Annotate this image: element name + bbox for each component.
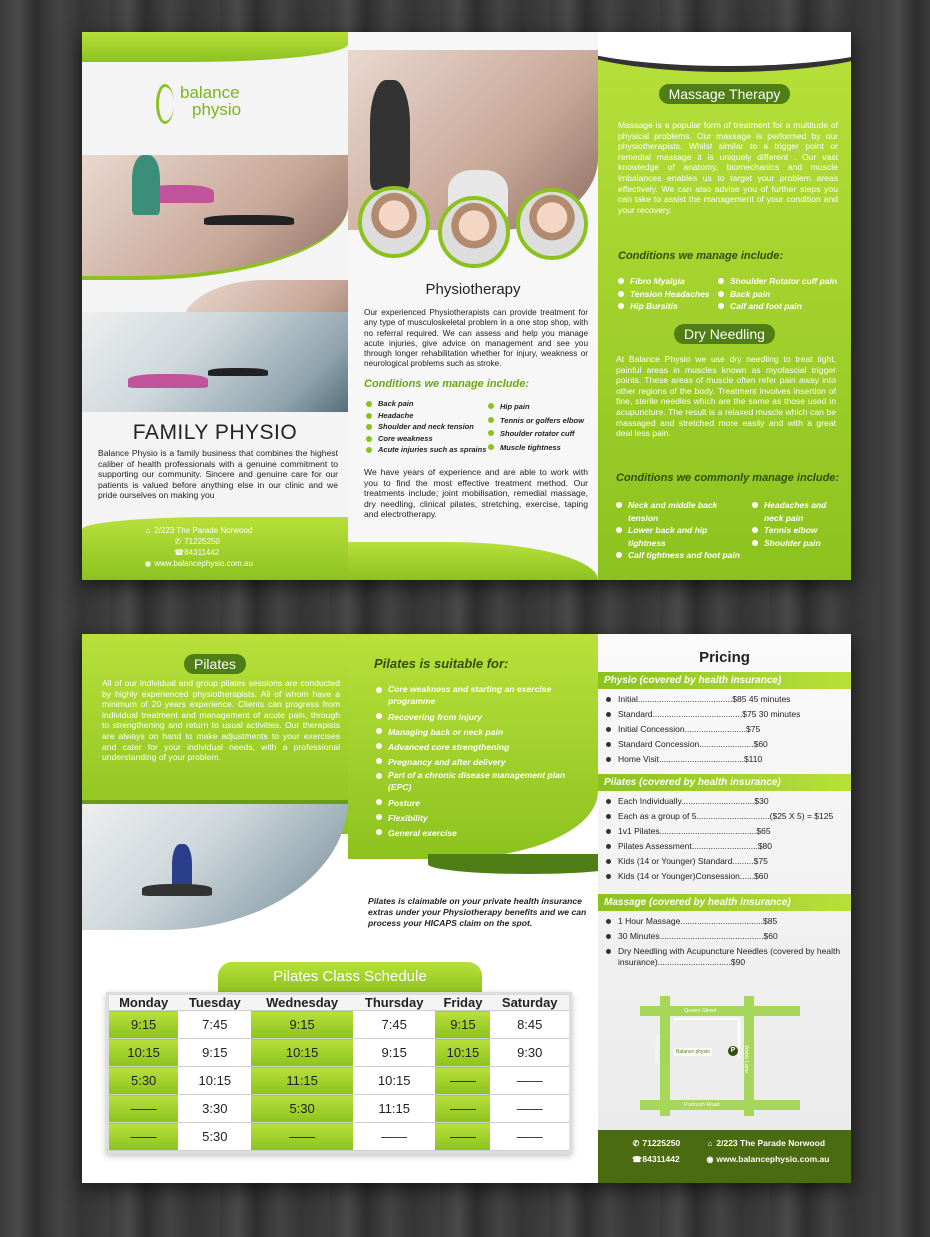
schedule-cell: 9:15 bbox=[109, 1011, 178, 1039]
logo-line1: balance bbox=[180, 83, 240, 102]
day-header: Wednesday bbox=[251, 995, 353, 1011]
list-item: Lower back and hip tightness bbox=[616, 524, 746, 549]
phone-icon: ✆ bbox=[632, 1139, 640, 1148]
day-header: Friday bbox=[435, 995, 490, 1011]
schedule-cell: 10:15 bbox=[109, 1039, 178, 1067]
schedule-cell: 3:30 bbox=[178, 1095, 251, 1123]
physio-cond-right bbox=[488, 400, 598, 454]
cover-address[interactable]: 2/223 The Parade Norwood bbox=[154, 526, 253, 535]
price-item: Kids (14 or Younger)Consession......$60 bbox=[606, 869, 851, 884]
massage-cond-left bbox=[618, 275, 723, 313]
day-header: Thursday bbox=[353, 995, 436, 1011]
cover-footer bbox=[82, 517, 348, 580]
schedule-cell: 9:15 bbox=[353, 1039, 436, 1067]
therapist-photo-3 bbox=[516, 188, 588, 260]
list-item: Back pain bbox=[718, 288, 848, 301]
fax-icon: ☎ bbox=[174, 548, 184, 557]
schedule-table bbox=[109, 995, 569, 1151]
schedule-cell: —— bbox=[109, 1123, 178, 1151]
footer-web[interactable]: www.balancephysio.com.au bbox=[716, 1154, 830, 1164]
therapist-photo-1 bbox=[358, 186, 430, 258]
physio-cond-title: Conditions we manage include: bbox=[364, 378, 530, 390]
cover-phone[interactable]: 71225250 bbox=[184, 537, 220, 546]
list-item: Posture bbox=[376, 796, 576, 811]
street-left: The Parade bbox=[653, 1034, 660, 1064]
list-item: Flexibility bbox=[376, 811, 576, 826]
schedule-header-row bbox=[109, 995, 569, 1011]
physio-text: Our experienced Physiotherapists can provide treatment for any type of musculoskeletal problem in a one stop shop, with no referral required. We can assess and help you manage acute injuries, give advice on management and see you through longer rehabilitation whether for injury, weakness or neurological problems such as stroke. bbox=[364, 308, 588, 369]
fax-icon: ☎ bbox=[632, 1155, 642, 1164]
list-item: Calf and foot pain bbox=[718, 300, 848, 313]
massage-panel bbox=[598, 32, 851, 580]
list-item: Recovering from injury bbox=[376, 710, 576, 725]
list-item: Managing back or neck pain bbox=[376, 725, 576, 740]
leaf-icon bbox=[156, 84, 174, 124]
price-item: Initial........................................$85 45 minutes bbox=[606, 692, 851, 707]
schedule-cell: 9:15 bbox=[178, 1039, 251, 1067]
list-item: Acute injuries such as sprains bbox=[366, 444, 491, 456]
price-item: Each Individually...............................$30 bbox=[606, 794, 851, 809]
list-item: Tennis elbow bbox=[752, 524, 847, 537]
dry-cond-title: Conditions we commonly manage include: bbox=[616, 472, 840, 484]
list-item: Muscle tightness bbox=[488, 441, 598, 455]
list-item: Headaches and neck pain bbox=[752, 499, 847, 524]
claim-text: Pilates is claimable on your private health insurance extras under your Physiotherapy benefits and we can process your HICAPS claim on the spot. bbox=[368, 896, 587, 928]
pricing-panel bbox=[598, 634, 851, 1183]
schedule-cell: —— bbox=[251, 1123, 353, 1151]
schedule-title: Pilates Class Schedule bbox=[273, 968, 427, 985]
schedule-cell: —— bbox=[435, 1095, 490, 1123]
web-icon: ◉ bbox=[706, 1155, 714, 1164]
phone-icon: ✆ bbox=[174, 537, 182, 546]
price-item: Dry Needling with Acupuncture Needles (covered by health insurance)...............................$90 bbox=[606, 944, 851, 968]
family-text: Balance Physio is a family business that combines the highest caliber of health professionals with a genuine commitment to supporting our community. Sincere and genuine care for our patients is valued before anything else in our clinic and we pride ourselves on making you bbox=[98, 448, 338, 501]
list-item: Tension Headaches bbox=[618, 288, 723, 301]
location-map[interactable] bbox=[640, 996, 800, 1116]
list-item: Pregnancy and after delivery bbox=[376, 755, 576, 770]
list-item: Neck and middle back tension bbox=[616, 499, 746, 524]
street-bottom: Portrush Road bbox=[684, 1102, 720, 1108]
schedule-cell: 7:45 bbox=[178, 1011, 251, 1039]
price-item: 1v1 Pilates.........................................$65 bbox=[606, 824, 851, 839]
price-item: Pilates Assessment............................$80 bbox=[606, 839, 851, 854]
pricing-section-pilates bbox=[598, 774, 851, 887]
schedule-cell: —— bbox=[490, 1123, 569, 1151]
schedule-cell: 11:15 bbox=[353, 1095, 436, 1123]
list-item: Core weakness and starting an exercise programme bbox=[376, 684, 576, 707]
schedule-cell: —— bbox=[490, 1095, 569, 1123]
table-row bbox=[109, 1123, 569, 1151]
suitable-title: Pilates is suitable for: bbox=[374, 656, 509, 671]
price-item: Initial Concession..........................$75 bbox=[606, 722, 851, 737]
massage-text: Massage is a popular form of treatment for a multitude of physical problems. Our massage is performed by our physiotherapists. Whilst similar to a trigger point or remedial massage it is uniquely different . Our vast knowledge of anatomy, biomechanics and muscle imbalances enables us to target your problem areas effectively. We can also advise you of further steps you can take to assist the management of your condition and your recovery. bbox=[618, 120, 838, 215]
pricing-section-title: Massage (covered by health insurance) bbox=[598, 894, 851, 911]
day-header: Saturday bbox=[490, 995, 569, 1011]
list-item: Core weakness bbox=[366, 433, 491, 445]
cover-fax[interactable]: 84311442 bbox=[184, 548, 220, 557]
list-item: Calf tightness and foot pain bbox=[616, 549, 746, 562]
pricing-title: Pricing bbox=[699, 649, 750, 666]
physio-cond-left bbox=[366, 398, 491, 456]
list-item: Shoulder pain bbox=[752, 537, 847, 550]
physio-bottom-wave bbox=[348, 542, 598, 580]
price-item: Home Visit....................................$110 bbox=[606, 752, 851, 767]
footer-address[interactable]: 2/223 The Parade Norwood bbox=[716, 1138, 826, 1148]
schedule-cell: —— bbox=[435, 1123, 490, 1151]
schedule-cell: 9:30 bbox=[490, 1039, 569, 1067]
massage-cond-title: Conditions we manage include: bbox=[618, 250, 784, 262]
top-wave bbox=[82, 32, 348, 62]
table-row bbox=[109, 1039, 569, 1067]
list-item: Back pain bbox=[366, 398, 491, 410]
schedule-cell: 8:45 bbox=[490, 1011, 569, 1039]
schedule-cell: 5:30 bbox=[109, 1067, 178, 1095]
reformer-photo bbox=[82, 312, 348, 412]
home-icon: ⌂ bbox=[707, 1139, 713, 1148]
price-item: Kids (14 or Younger) Standard.........$75 bbox=[606, 854, 851, 869]
day-header: Monday bbox=[109, 995, 178, 1011]
schedule-cell: —— bbox=[353, 1123, 436, 1151]
price-item: Standard......................................$75 30 minutes bbox=[606, 707, 851, 722]
table-row bbox=[109, 1011, 569, 1039]
physio-text2: We have years of experience and are able to work with you to find the most effective treatment method. Our treatments include; joint mobilisation, remedial massage, dry needling, clinical pilates, stretching, exercise, taping and electrotherapy. bbox=[364, 467, 588, 520]
schedule-cell: 11:15 bbox=[251, 1067, 353, 1095]
brochure-outside bbox=[82, 32, 851, 580]
logo bbox=[162, 84, 241, 118]
physio-panel bbox=[348, 32, 598, 580]
list-item: General exercise bbox=[376, 826, 576, 841]
schedule-cell: 7:45 bbox=[353, 1011, 436, 1039]
street-top: Queen Street bbox=[684, 1008, 717, 1014]
footer-phone[interactable]: 71225250 bbox=[642, 1138, 681, 1148]
street-right: Webb Lane bbox=[743, 1044, 750, 1074]
panel-top-swoosh bbox=[598, 32, 851, 72]
schedule-cell: 9:15 bbox=[251, 1011, 353, 1039]
brochure-inside bbox=[82, 634, 851, 1183]
price-item: Standard Concession.......................$60 bbox=[606, 737, 851, 752]
list-item: Part of a chronic disease management plan (EPC) bbox=[376, 770, 576, 793]
schedule-cell: 5:30 bbox=[178, 1123, 251, 1151]
dry-needling-text: At Balance Physio we use dry needling to treat tight, painful areas in muscles known as myofascial trigger points. These areas of muscle often refer pain away into other regions of the body. Treatment involves insertion of fine, sterile needles which are the same as those used in acupuncture. The result is a relaxed muscle which can be massaged and stretched more easily and with a great deal less pain. bbox=[616, 354, 836, 439]
pilates-text: All of our individual and group pilates sessions are conducted by highly experienced physiotherapists. All of whom have a minimum of 20 years experience. Clients can progress from individual treatment and management of acute pain, through to strengthening and return to usual activities. Our therapists are always on hand to make adjustments to your exercises and cater for your individual needs, with a professional understanding of your problem. bbox=[102, 678, 340, 763]
price-item: Each as a group of 5...............................($25 X 5) = $125 bbox=[606, 809, 851, 824]
dry-cond-right bbox=[752, 499, 847, 549]
schedule-title-tab bbox=[218, 962, 482, 994]
schedule-cell: 10:15 bbox=[435, 1039, 490, 1067]
massage-title: Massage Therapy bbox=[659, 84, 791, 104]
suitable-dark-swoosh bbox=[428, 854, 598, 874]
list-item: Hip pain bbox=[488, 400, 598, 414]
schedule-cell: 10:15 bbox=[353, 1067, 436, 1095]
schedule-cell: —— bbox=[490, 1067, 569, 1095]
family-title: FAMILY PHYSIO bbox=[132, 421, 298, 444]
web-icon: ◉ bbox=[144, 559, 152, 568]
list-item: Tennis or golfers elbow bbox=[488, 414, 598, 428]
massage-cond-right bbox=[718, 275, 848, 313]
schedule-table-wrap bbox=[106, 992, 572, 1154]
cover-web[interactable]: www.balancephysio.com.au bbox=[154, 559, 253, 568]
list-item: Fibro Myalgia bbox=[618, 275, 723, 288]
pricing-section-massage bbox=[598, 894, 851, 971]
schedule-cell: —— bbox=[435, 1067, 490, 1095]
pilates-studio-photo bbox=[82, 800, 348, 930]
list-item: Advanced core strengthening bbox=[376, 740, 576, 755]
schedule-cell: 10:15 bbox=[251, 1039, 353, 1067]
pricing-section-title: Pilates (covered by health insurance) bbox=[598, 774, 851, 791]
schedule-cell: —— bbox=[109, 1095, 178, 1123]
cover-panel bbox=[82, 32, 348, 580]
table-row bbox=[109, 1067, 569, 1095]
price-item: 1 Hour Massage...................................$85 bbox=[606, 914, 851, 929]
pricing-section-physio bbox=[598, 672, 851, 770]
dry-cond-left bbox=[616, 499, 746, 562]
home-icon: ⌂ bbox=[145, 526, 151, 535]
stretch-photo bbox=[82, 155, 348, 280]
physio-title: Physiotherapy bbox=[425, 281, 521, 298]
dry-needling-title: Dry Needling bbox=[674, 324, 775, 344]
suitable-list bbox=[376, 684, 576, 841]
pricing-section-title: Physio (covered by health insurance) bbox=[598, 672, 851, 689]
therapist-photo-2 bbox=[438, 196, 510, 268]
schedule-cell: 10:15 bbox=[178, 1067, 251, 1095]
day-header: Tuesday bbox=[178, 995, 251, 1011]
clinic-marker: Balance physio bbox=[676, 1049, 710, 1055]
pricing-footer bbox=[598, 1130, 851, 1183]
footer-fax[interactable]: 84311442 bbox=[642, 1154, 680, 1164]
price-item: 30 Minutes............................................$60 bbox=[606, 929, 851, 944]
list-item: Headache bbox=[366, 410, 491, 422]
schedule-cell: 9:15 bbox=[435, 1011, 490, 1039]
pilates-title: Pilates bbox=[184, 654, 246, 674]
schedule-cell: 5:30 bbox=[251, 1095, 353, 1123]
parking-icon: P bbox=[728, 1046, 738, 1056]
list-item: Hip Bursitis bbox=[618, 300, 723, 313]
list-item: Shoulder Rotator cuff pain bbox=[718, 275, 848, 288]
table-row bbox=[109, 1095, 569, 1123]
list-item: Shoulder rotator cuff bbox=[488, 427, 598, 441]
logo-line2: physio bbox=[192, 100, 242, 119]
list-item: Shoulder and neck tension bbox=[366, 421, 491, 433]
